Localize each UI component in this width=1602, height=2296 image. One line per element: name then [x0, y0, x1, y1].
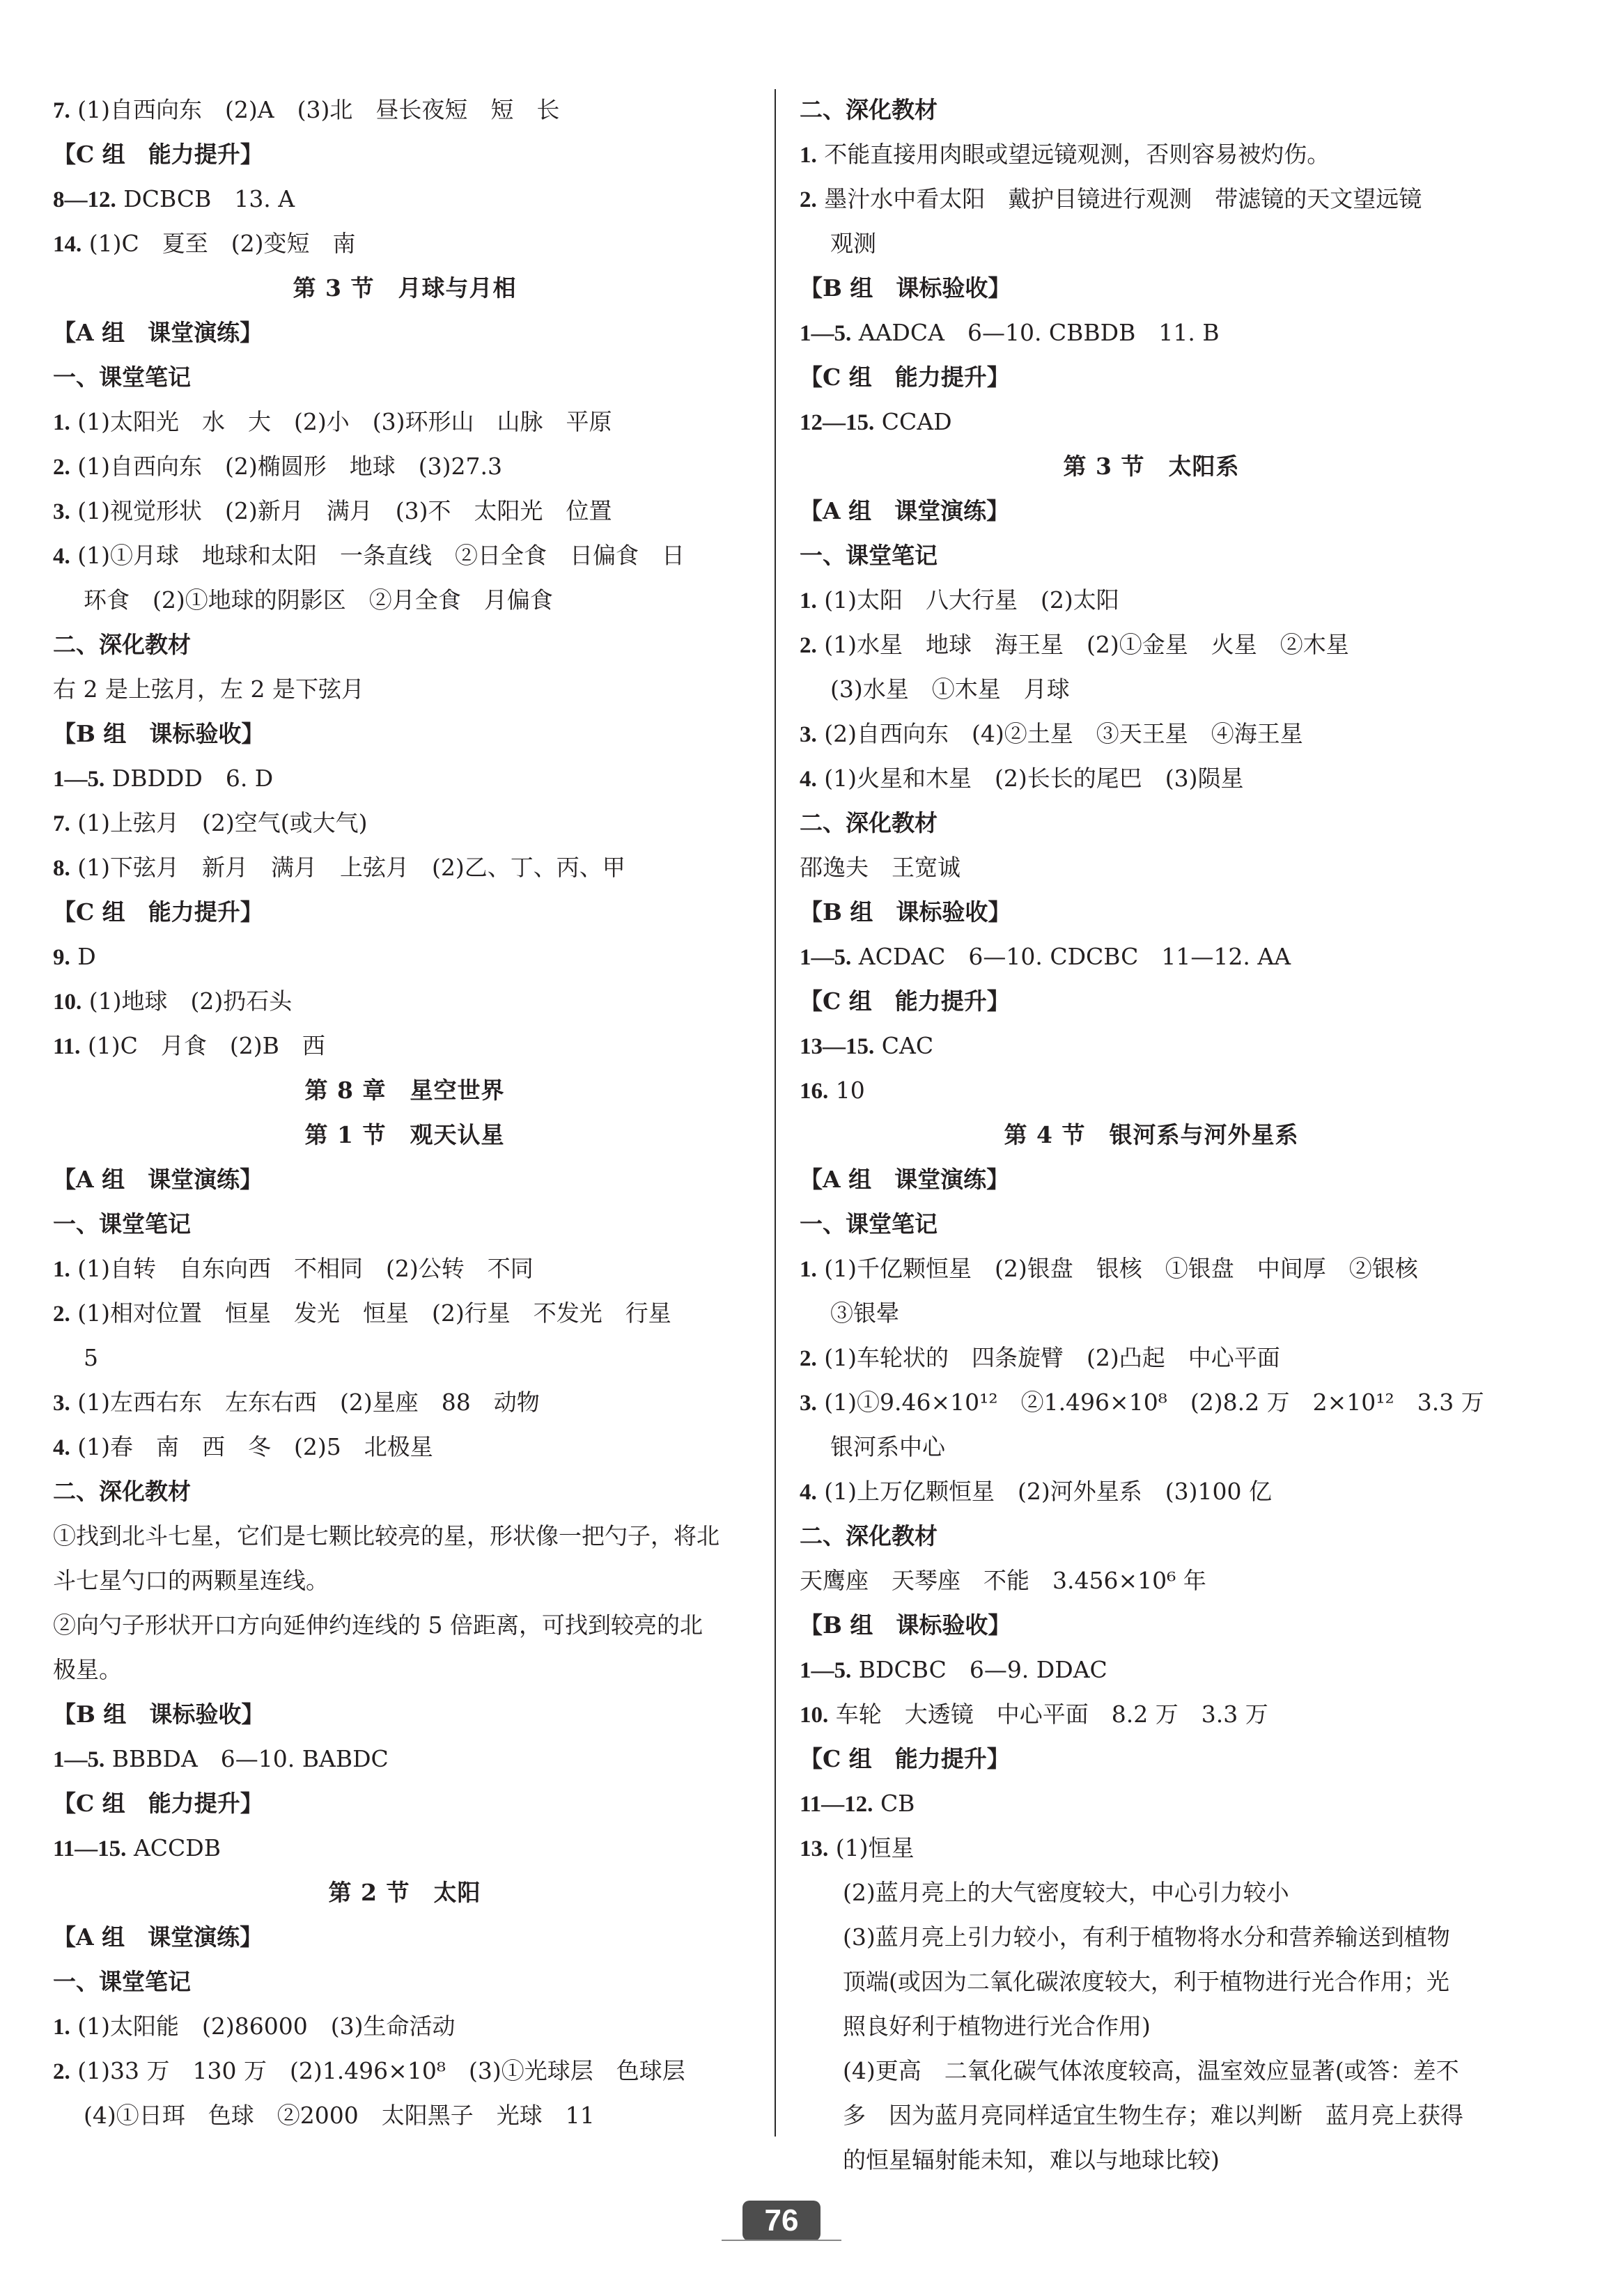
answer-text: (1)上万亿颗恒星 (2)河外星系 (3)100 亿 [824, 1478, 1272, 1505]
subsection-heading: 二、深化教材 [800, 96, 938, 123]
answer-number: 4. [800, 1480, 817, 1505]
group-heading: 【B 组 课标验收】 [53, 720, 265, 747]
answer-number: 3. [800, 1391, 817, 1416]
answer-line [800, 1068, 1503, 1113]
answer-line [53, 177, 756, 221]
group-heading: 【A 组 课堂演练】 [800, 497, 1010, 524]
answer-continuation: 环食 (2)①地球的阴影区 ②月全食 月偏食 [84, 586, 553, 614]
answer-number: 1. [800, 143, 817, 168]
answer-paragraph: 极星。 [53, 1656, 122, 1683]
answer-line [800, 578, 1503, 623]
answer-number: 1—5. [800, 321, 852, 346]
answer-text: (1)恒星 [835, 1834, 915, 1861]
answer-number: 3. [53, 1391, 70, 1416]
section-title: 第 4 节 银河系与河外星系 [1004, 1121, 1299, 1148]
answer-text: (1)车轮状的 四条旋臂 (2)凸起 中心平面 [824, 1344, 1280, 1371]
group-heading: 【C 组 能力提升】 [800, 364, 1010, 391]
answer-text: D [77, 943, 96, 970]
group-heading: 【A 组 课堂演练】 [53, 1166, 263, 1193]
section-title: 第 3 节 月球与月相 [293, 274, 517, 302]
answer-line [53, 1737, 756, 1781]
answer-line [800, 1469, 1503, 1514]
answer-line [800, 935, 1503, 979]
answer-text: (1)水星 地球 海王星 (2)①金星 火星 ②木星 [824, 631, 1349, 658]
answer-line [53, 400, 756, 444]
subsection-heading: 一、课堂笔记 [53, 1968, 191, 1995]
answer-subline: 照良好利于植物进行光合作用) [843, 2013, 1151, 2040]
answer-line [800, 623, 1503, 667]
answer-text: (1)千亿颗恒星 (2)银盘 银核 ①银盘 中间厚 ②银核 [824, 1255, 1418, 1282]
answer-text: (2)自西向东 (4)②土星 ③天王星 ④海王星 [824, 720, 1303, 747]
subsection-heading: 二、深化教材 [53, 1478, 191, 1505]
answer-subline: (2)蓝月亮上的大气密度较大，中心引力较小 [843, 1879, 1289, 1906]
answer-text: DBDDD 6. D [111, 765, 274, 792]
answer-text: (1)相对位置 恒星 发光 恒星 (2)行星 不发光 行星 [77, 1299, 671, 1327]
answer-line [800, 1692, 1503, 1737]
answer-line [800, 1826, 1503, 1871]
answer-number: 7. [53, 811, 70, 836]
answer-line [53, 979, 756, 1024]
answer-paragraph: ①找到北斗七星，它们是七颗比较亮的星，形状像一把勺子，将北 [53, 1522, 720, 1549]
answer-line [53, 756, 756, 801]
answer-number: 13. [800, 1836, 829, 1861]
answer-line [53, 489, 756, 533]
answer-number: 2. [800, 187, 817, 212]
answer-text: (1)自西向东 (2)椭圆形 地球 (3)27.3 [77, 453, 502, 480]
answer-number: 16. [800, 1079, 829, 1104]
answer-number: 2. [53, 1302, 70, 1327]
answer-text: (1)C 夏至 (2)变短 南 [88, 230, 356, 257]
answer-subline: 的恒星辐射能未知，难以与地球比较) [843, 2146, 1220, 2173]
answer-line [800, 400, 1503, 444]
answer-line [53, 1380, 756, 1425]
answer-number: 8. [53, 856, 70, 881]
subsection-heading: 二、深化教材 [800, 1522, 938, 1549]
answer-number: 1. [53, 410, 70, 435]
section-title: 第 8 章 星空世界 [304, 1077, 505, 1104]
answer-text: (1)左西右东 左东右西 (2)星座 88 动物 [77, 1389, 540, 1416]
answer-subline: (4)更高 二氧化碳气体浓度较高，温室效应显著(或答：差不 [843, 2057, 1459, 2084]
answer-text: (1)火星和木星 (2)长长的尾巴 (3)陨星 [824, 765, 1244, 792]
subsection-heading: 一、课堂笔记 [800, 1210, 938, 1237]
answer-number: 11—15. [53, 1836, 127, 1861]
answer-text: (1)视觉形状 (2)新月 满月 (3)不 太阳光 位置 [77, 497, 612, 524]
answer-number: 7. [53, 98, 70, 123]
answer-paragraph: 邵逸夫 王宽诚 [800, 854, 961, 881]
answer-number: 4. [800, 767, 817, 792]
answer-text: (1)地球 (2)扔石头 [88, 987, 293, 1015]
answer-line [53, 845, 756, 890]
answer-subline: 多 因为蓝月亮同样适宜生物生存；难以判断 蓝月亮上获得 [843, 2102, 1463, 2129]
answer-line [800, 1380, 1503, 1425]
answer-number: 11—12. [800, 1792, 873, 1817]
section-title: 第 3 节 太阳系 [1063, 453, 1240, 480]
answer-subline: (3)蓝月亮上引力较小，有利于植物将水分和营养输送到植物 [843, 1923, 1450, 1951]
answer-number: 1. [800, 588, 817, 614]
answer-text: DCBCB 13. A [123, 185, 295, 212]
answer-text: CB [880, 1790, 915, 1817]
answer-continuation: (3)水星 ①木星 月球 [830, 675, 1070, 703]
answer-line [53, 935, 756, 979]
answer-line [800, 1781, 1503, 1826]
answer-text: (1)下弦月 新月 满月 上弦月 (2)乙、丁、丙、甲 [77, 854, 625, 881]
answer-paragraph: 天鹰座 天琴座 不能 3.456×10⁶ 年 [800, 1567, 1206, 1594]
group-heading: 【B 组 课标验收】 [53, 1701, 265, 1728]
group-heading: 【C 组 能力提升】 [800, 1745, 1010, 1772]
answer-line [53, 1291, 756, 1336]
answer-paragraph: ②向勺子形状开口方向延伸约连线的 5 倍距离，可找到较亮的北 [53, 1611, 703, 1639]
group-heading: 【A 组 课堂演练】 [53, 1923, 263, 1951]
answer-line [800, 132, 1503, 177]
answer-number: 9. [53, 945, 70, 970]
group-heading: 【B 组 课标验收】 [800, 274, 1011, 302]
answer-number: 1—5. [53, 1747, 105, 1772]
answer-continuation: 5 [84, 1344, 98, 1371]
subsection-heading: 二、深化教材 [53, 631, 191, 658]
answer-line [53, 1425, 756, 1469]
answer-line [53, 801, 756, 845]
answer-text: 不能直接用肉眼或望远镜观测，否则容易被灼伤。 [824, 141, 1330, 168]
subsection-heading: 一、课堂笔记 [53, 364, 191, 391]
right-column [800, 88, 1503, 2182]
answer-line [800, 712, 1503, 756]
answer-line [800, 1336, 1503, 1380]
answer-continuation: 观测 [830, 230, 876, 257]
answer-number: 2. [53, 455, 70, 480]
group-heading: 【C 组 能力提升】 [53, 898, 263, 926]
answer-text: (1)春 南 西 冬 (2)5 北极星 [77, 1433, 433, 1460]
answer-paragraph: 右 2 是上弦月，左 2 是下弦月 [53, 675, 364, 703]
answer-text: 10 [835, 1077, 865, 1104]
answer-number: 10. [53, 990, 82, 1015]
answer-text: ACCDB [133, 1834, 221, 1861]
answer-number: 3. [53, 499, 70, 524]
subsection-heading: 一、课堂笔记 [800, 542, 938, 569]
answer-text: (1)①月球 地球和太阳 一条直线 ②日全食 日偏食 日 [77, 542, 685, 569]
page-number: 76 [742, 2201, 821, 2241]
answer-text: 车轮 大透镜 中心平面 8.2 万 3.3 万 [835, 1701, 1268, 1728]
answer-text: (1)C 月食 (2)B 西 [87, 1032, 325, 1059]
answer-line [53, 88, 756, 132]
answer-text: (1)太阳光 水 大 (2)小 (3)环形山 山脉 平原 [77, 408, 612, 435]
answer-text: (1)上弦月 (2)空气(或大气) [77, 809, 368, 836]
answer-number: 8—12. [53, 187, 116, 212]
answer-line [53, 2049, 756, 2093]
answer-number: 2. [53, 2059, 70, 2084]
answer-text: CCAD [881, 408, 952, 435]
subsection-heading: 二、深化教材 [800, 809, 938, 836]
group-heading: 【C 组 能力提升】 [53, 141, 263, 168]
answer-continuation: 银河系中心 [830, 1433, 945, 1460]
answer-number: 2. [800, 1346, 817, 1371]
group-heading: 【C 组 能力提升】 [53, 1790, 263, 1817]
answer-continuation: (4)①日珥 色球 ②2000 太阳黑子 光球 11 [84, 2102, 595, 2129]
section-title: 第 1 节 观天认星 [304, 1121, 505, 1148]
answer-line [53, 221, 756, 266]
answer-text: (1)①9.46×10¹² ②1.496×10⁸ (2)8.2 万 2×10¹² 3.3 万 [824, 1389, 1484, 1416]
answer-line [800, 756, 1503, 801]
answer-text: (1)33 万 130 万 (2)1.496×10⁸ (3)①光球层 色球层 [77, 2057, 685, 2084]
answer-text: (1)自转 自东向西 不相同 (2)公转 不同 [77, 1255, 534, 1282]
answer-line [800, 1648, 1503, 1692]
answer-number: 12—15. [800, 410, 875, 435]
answer-number: 14. [53, 232, 82, 257]
answer-number: 1. [53, 2015, 70, 2040]
answer-number: 1—5. [800, 945, 852, 970]
column-divider [775, 89, 776, 2137]
answer-line [53, 2004, 756, 2049]
left-column [53, 88, 756, 2138]
answer-text: AADCA 6—10. CBBDB 11. B [858, 319, 1220, 346]
group-heading: 【B 组 课标验收】 [800, 1611, 1011, 1639]
answer-number: 4. [53, 544, 70, 569]
group-heading: 【A 组 课堂演练】 [53, 319, 263, 346]
answer-text: (1)太阳 八大行星 (2)太阳 [824, 586, 1119, 614]
answer-number: 13—15. [800, 1034, 875, 1059]
answer-number: 11. [53, 1034, 81, 1059]
answer-number: 4. [53, 1435, 70, 1460]
answer-number: 3. [800, 722, 817, 747]
answer-number: 2. [800, 633, 817, 658]
answer-line [53, 1024, 756, 1068]
answer-number: 1. [800, 1257, 817, 1282]
answer-continuation: ③银晕 [830, 1299, 899, 1327]
answer-text: ACDAC 6—10. CDCBC 11—12. AA [858, 943, 1291, 970]
group-heading: 【B 组 课标验收】 [800, 898, 1011, 926]
subsection-heading: 一、课堂笔记 [53, 1210, 191, 1237]
answer-line [53, 1247, 756, 1291]
answer-number: 10. [800, 1703, 829, 1728]
answer-line [53, 444, 756, 489]
answer-line [800, 1024, 1503, 1068]
answer-line [800, 311, 1503, 355]
answer-number: 1—5. [800, 1658, 852, 1683]
answer-paragraph: 斗七星勺口的两颗星连线。 [53, 1567, 329, 1594]
answer-text: (1)自西向东 (2)A (3)北 昼长夜短 短 长 [77, 96, 560, 123]
answer-line [53, 1826, 756, 1871]
answer-line [53, 533, 756, 578]
answer-number: 1—5. [53, 767, 105, 792]
answer-line [800, 177, 1503, 221]
answer-line [800, 1247, 1503, 1291]
group-heading: 【A 组 课堂演练】 [800, 1166, 1010, 1193]
answer-text: (1)太阳能 (2)86000 (3)生命活动 [77, 2013, 456, 2040]
answer-text: 墨汁水中看太阳 戴护目镜进行观测 带滤镜的天文望远镜 [824, 185, 1422, 212]
answer-text: BBBDA 6—10. BABDC [111, 1745, 389, 1772]
group-heading: 【C 组 能力提升】 [800, 987, 1010, 1015]
section-title: 第 2 节 太阳 [328, 1879, 481, 1906]
answer-number: 1. [53, 1257, 70, 1282]
answer-text: CAC [881, 1032, 934, 1059]
answer-text: BDCBC 6—9. DDAC [858, 1656, 1107, 1683]
answer-subline: 顶端(或因为二氧化碳浓度较大，利于植物进行光合作用；光 [843, 1968, 1449, 1995]
